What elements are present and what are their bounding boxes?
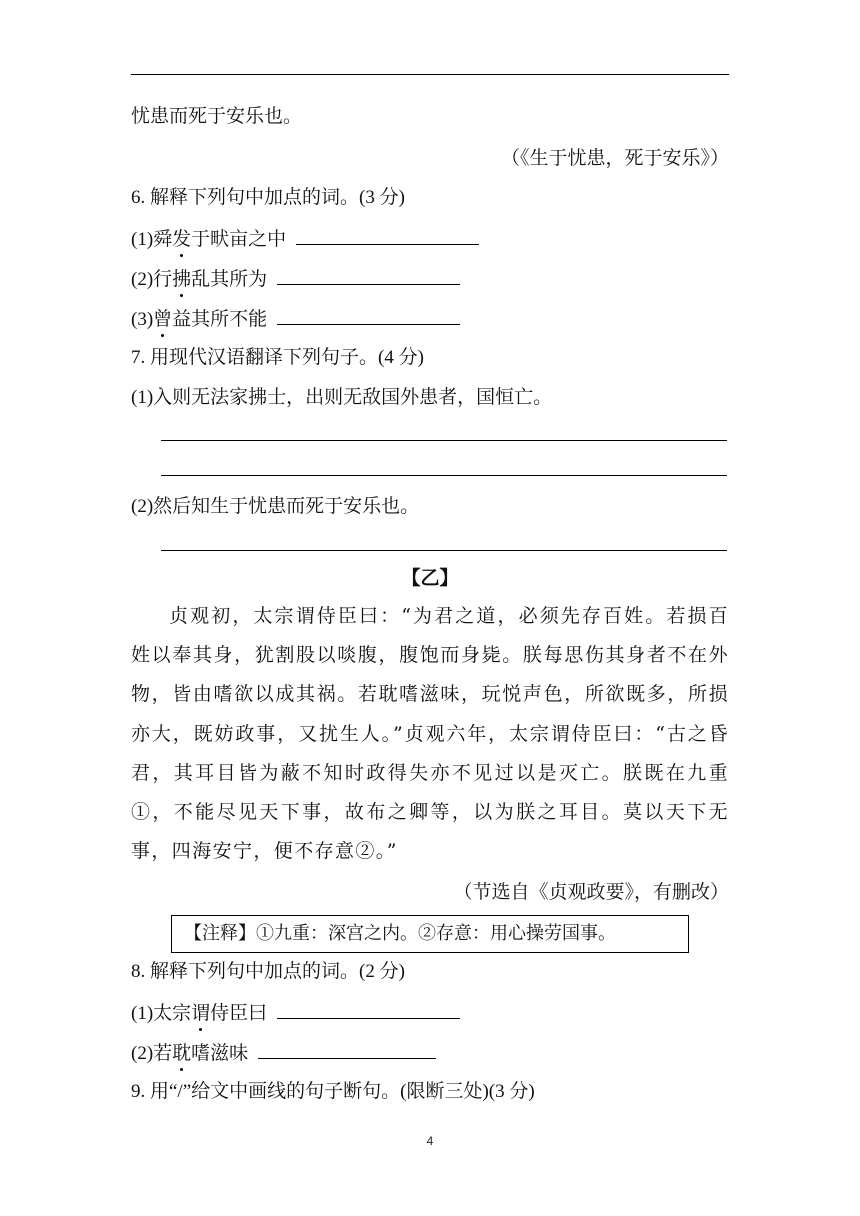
question-8-item-2 — [131, 1040, 436, 1066]
dotted-word: 曾 — [153, 309, 173, 330]
item-prefix: (1)舜 — [131, 229, 173, 250]
item-suffix: 益其所不能 — [172, 309, 268, 330]
item-prefix: (1)太宗 — [131, 1003, 192, 1024]
answer-line[interactable] — [161, 550, 727, 551]
question-6-item-3 — [131, 306, 460, 332]
dotted-word: 拂 — [172, 269, 192, 290]
top-rule — [131, 74, 729, 75]
section-title-yi: 【乙】 — [401, 567, 459, 589]
source-citation-jia: （《生于忧患，死于安乐》） — [500, 147, 729, 169]
answer-line[interactable] — [161, 440, 727, 441]
item-prefix: (2)行 — [131, 269, 173, 290]
item-suffix: 嗜滋味 — [191, 1043, 249, 1064]
answer-blank[interactable] — [258, 1040, 436, 1059]
dotted-word: 谓 — [191, 1003, 211, 1024]
answer-line[interactable] — [161, 475, 727, 476]
source-citation-yi: （节选自《贞观政要》，有删改） — [453, 881, 729, 903]
item-prefix: (2)若 — [131, 1043, 173, 1064]
page-number: 4 — [426, 1134, 434, 1148]
passage-yi: 贞观初，太宗谓侍臣曰：“为君之道，必须先存百姓。若损百姓以奉其身，犹割股以啖腹，腹饱而身毙。朕每思伤其身者不在外物，皆由嗜欲以成其祸。若耽嗜滋味，玩悦声色，所欲既多，所损亦大，既妨政事，又扰生人。”贞观六年，太宗谓侍臣曰：“古之昏君，其耳目皆为蔽不知时政得失亦不见过以是灭亡。朕既在九重①，不能尽见天下事，故布之卿等，以为朕之耳目。莫以天下无事，四海安宁，便不存意②。” — [131, 605, 729, 863]
item-suffix: 乱其所为 — [191, 269, 268, 290]
question-7-title: 7. 用现代汉语翻译下列句子。(4 分) — [131, 347, 424, 368]
question-6-item-1 — [131, 226, 479, 252]
question-6-title: 6. 解释下列句中加点的词。(3 分) — [131, 187, 405, 208]
item-suffix: 于畎亩之中 — [191, 229, 287, 250]
question-6-item-2 — [131, 266, 460, 292]
question-7-item-1: (1)入则无法家拂士，出则无敌国外患者，国恒亡。 — [131, 387, 553, 408]
answer-blank[interactable] — [277, 266, 460, 285]
continued-text: 忧患而死于安乐也。 — [131, 105, 303, 127]
question-9-title: 9. 用“/”给文中画线的句子断句。(限断三处)(3 分) — [131, 1081, 535, 1102]
question-7-item-2: (2)然后知生于忧患而死于安乐也。 — [131, 496, 420, 517]
dotted-word: 耽 — [172, 1043, 192, 1064]
question-8-item-1 — [131, 1000, 460, 1026]
answer-blank[interactable] — [296, 226, 479, 245]
item-suffix: 侍臣曰 — [210, 1003, 268, 1024]
dotted-word: 发 — [172, 229, 192, 250]
answer-blank[interactable] — [277, 306, 460, 325]
answer-blank[interactable] — [277, 1000, 460, 1019]
item-prefix: (3) — [131, 309, 154, 330]
question-8-title: 8. 解释下列句中加点的词。(2 分) — [131, 961, 405, 982]
annotation-box: 【注释】①九重：深宫之内。②存意：用心操劳国事。 — [171, 915, 689, 953]
